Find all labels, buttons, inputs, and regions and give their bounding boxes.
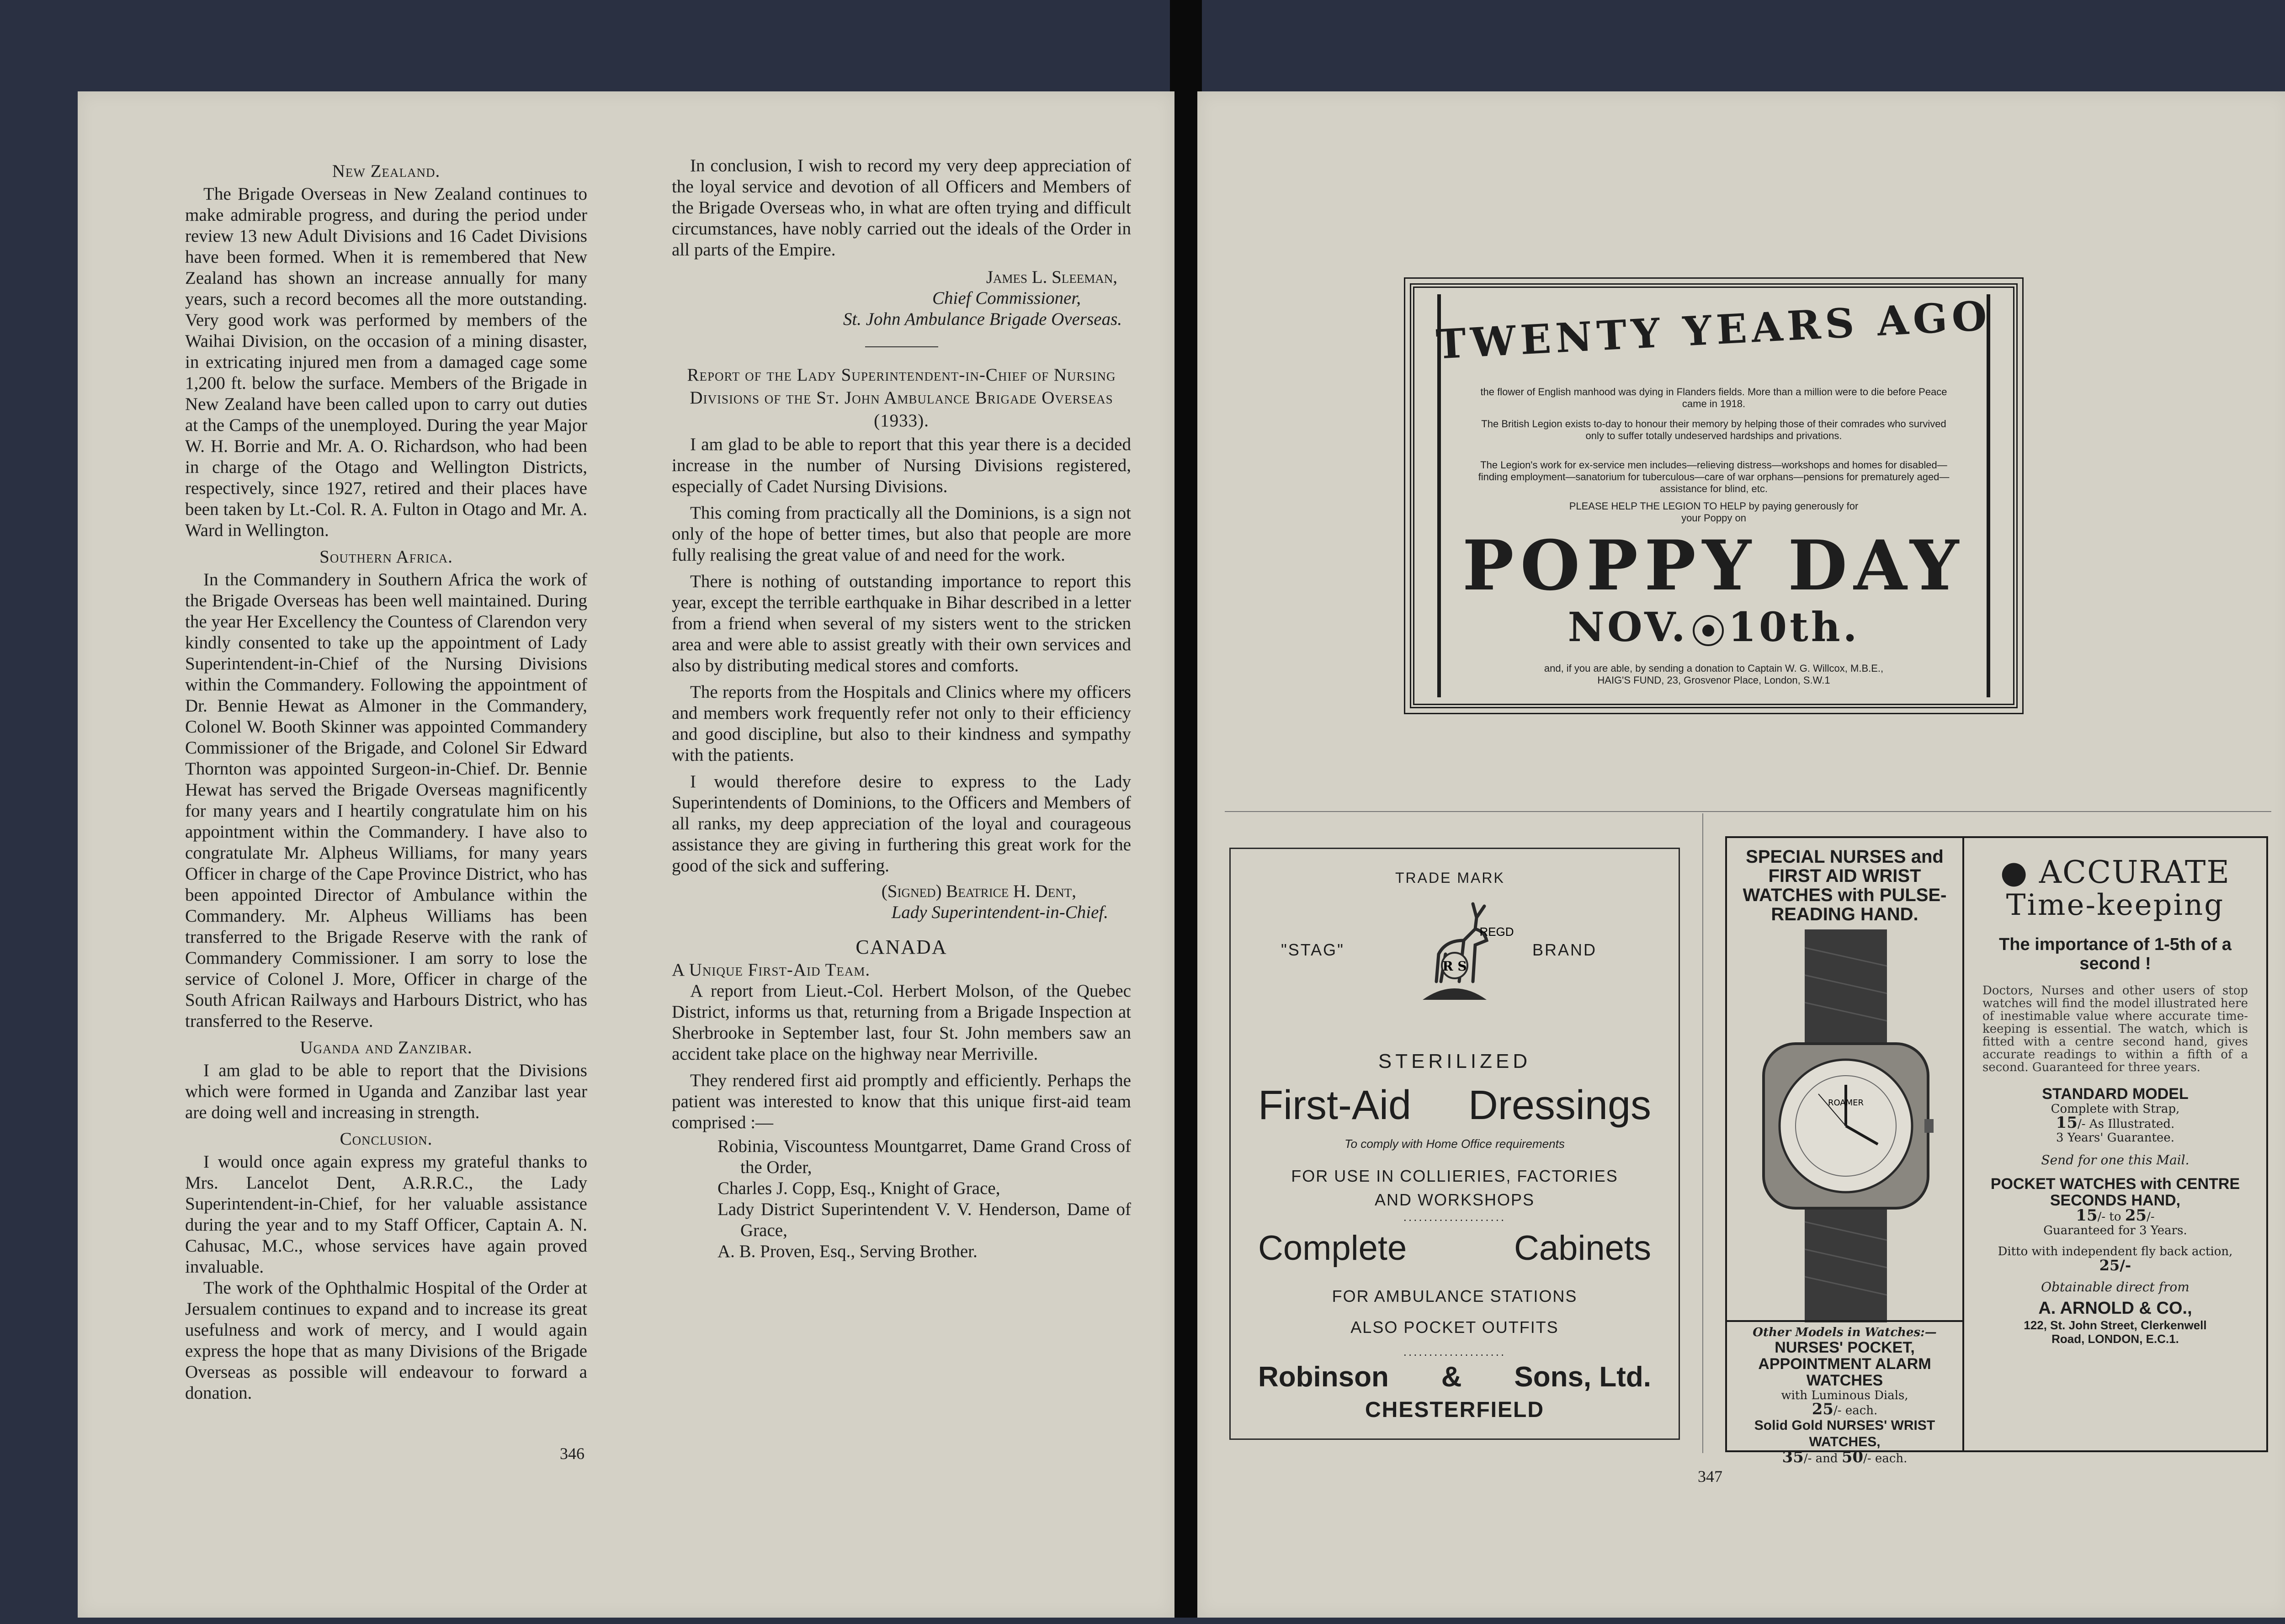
price-unit: /- to bbox=[2097, 1210, 2121, 1224]
price-unit: /- bbox=[2147, 1210, 2155, 1224]
stations-line-1: FOR AMBULANCE STATIONS bbox=[1332, 1287, 1578, 1306]
list-item: Robinia, Viscountess Mountgarret, Dame Grand Cross of the Order, bbox=[717, 1136, 1131, 1177]
ditto-flyback bbox=[1992, 1245, 2239, 1274]
ampersand: & bbox=[1441, 1361, 1462, 1393]
robinson-word: Robinson bbox=[1258, 1361, 1389, 1393]
signature-dent-title: Lady Superintendent-in-Chief. bbox=[891, 902, 1108, 922]
heading-uganda-zanzibar: Uganda and Zanzibar. bbox=[300, 1038, 473, 1057]
watch-left-panel bbox=[1727, 838, 1964, 1466]
stag-label: "STAG" bbox=[1281, 940, 1344, 959]
advert-divider-vertical bbox=[1702, 813, 1703, 1453]
paragraph-new-zealand: The Brigade Overseas in New Zealand continues to make admirable progress, and during the period under review 13 new Adult Divisions and 16 Cadet Divisions have been formed. When it is remembered that New Zealand has shown an increase annually for many years, such a record becomes all the more outstanding. Very good work was performed by members of the Waihai Division, on the occasion of a mining disaster, in extricating injured men from a damaged cage some 1,200 ft. below the surface. Members of the Brigade in New Zealand have been called upon to carry out duties at the Camps of the unemployed. During the year Major W. H. Borrie and Mr. A. O. Richardson, who had been in charge of the Otago and Wellington Districts, respectively, since 1927, retired and their places have been taken by Lt.-Col. R. A. Fulton in Otago and Mr. A. Ward in Wellington. bbox=[185, 184, 587, 540]
guarantee-pocket: Guaranteed for 3 Years. bbox=[2043, 1224, 2187, 1237]
signature-dent: (Signed) Beatrice H. Dent, bbox=[881, 881, 1076, 901]
poppy-date-month: NOV. bbox=[1568, 603, 1688, 651]
paragraph-southern-africa: In the Commandery in Southern Africa the work of the Brigade Overseas has been well maintained. During the year Her Excellency the Countess of Clarendon very kindly consented to take up the appointment of Lady Superintendent-in-Chief of the Nursing Divisions within the Commandery. Following the appointment of Dr. Bennie Hewat as Almoner in the Commandery, Colonel W. Booth Skinner was appointed Commandery Commissioner of the Brigade, and Colonel Sir Edward Thornton was appointed Surgeon-in-Chief. Dr. Bennie Hewat has served the Brigade Overseas magnificently for many years and I heartily congratulate him on his appointment within the Commandery. I have also to congratulate Mr. Alpheus Williams, for many years Officer in charge of the Cape Province District, who has been appointed Director of Ambulance within the Commandery. Mr. Alpheus Williams has been transferred to the Brigade Reserve with the rank of Commandery Commissioner. I am sorry to lose the service of Colonel J. More, Officer in charge of the South African Railways and Harbours District, who has transferred to the Reserve. bbox=[185, 570, 587, 1031]
solid-gold-watches: Solid Gold NURSES' WRIST WATCHES, bbox=[1754, 1418, 1935, 1449]
brand-label: BRAND bbox=[1532, 940, 1597, 959]
section-divider bbox=[865, 346, 938, 347]
advert-divider-horizontal bbox=[1225, 811, 2271, 812]
list-item: Charles J. Copp, Esq., Knight of Grace, bbox=[717, 1178, 1000, 1198]
paragraph-report-2: This coming from practically all the Dominions, is a sign not only of the hope of better times, but also that people are more fully realising the great value of and need for the work. bbox=[672, 503, 1131, 565]
list-item: Lady District Superintendent V. V. Henderson, Dame of Grace, bbox=[717, 1199, 1131, 1240]
use-in-collieries bbox=[1263, 1164, 1647, 1212]
sons-ltd-word: Sons, Ltd. bbox=[1514, 1361, 1651, 1393]
left-page bbox=[78, 91, 1174, 1618]
home-office-note: To comply with Home Office requirements bbox=[1344, 1137, 1565, 1151]
obtainable-direct: Obtainable direct from bbox=[2041, 1279, 2189, 1295]
heading-southern-africa: Southern Africa. bbox=[319, 547, 453, 567]
paragraph-report-5: I would therefore desire to express to the Lady Superintendents of Dominions, to the Officers and Members of all ranks, my deep appreciation of the loyal and courageous assistance they are giving in furthering this great work for the good of the sick and suffering. bbox=[672, 772, 1131, 876]
send-for-one: Send for one this Mail. bbox=[2041, 1152, 2189, 1168]
team-list bbox=[672, 1136, 1131, 1262]
price-standard bbox=[1964, 1116, 2266, 1131]
paragraph-uganda-zanzibar: I am glad to be able to report that the Divisions which were formed in Uganda and Zanzibar last year are doing well and increasing in strength. bbox=[185, 1061, 587, 1122]
guarantee-standard: 3 Years' Guarantee. bbox=[2056, 1131, 2174, 1145]
price-solid-gold bbox=[1727, 1450, 1962, 1465]
nurses-watch-heading: SPECIAL NURSES and FIRST AID WRIST WATCHES with PULSE-READING HAND. bbox=[1743, 847, 1947, 924]
cabinets-word: Cabinets bbox=[1514, 1229, 1651, 1268]
paragraph-report-4: The reports from the Hospitals and Clinics where my officers and members work frequently refer not only to their efficiency and good discipline, but also to their kindness and sympathy with the patients. bbox=[672, 682, 1131, 765]
paragraph-canada-1: A report from Lieut.-Col. Herbert Molson, of the Quebec District, informs us that, returning from a Brigade Inspection at Sherbrooke in September last, four St. John members saw an accident take place on the highway near Merriville. bbox=[672, 981, 1131, 1064]
right-column bbox=[672, 155, 1131, 1262]
page-number-right: 347 bbox=[1698, 1467, 1722, 1486]
importance-line: The importance of 1-5th of a second ! bbox=[1999, 935, 2232, 973]
price-pocket bbox=[1964, 1206, 2266, 1225]
poppy-day-advert bbox=[1410, 283, 2018, 708]
standard-model-heading: STANDARD MODEL bbox=[2042, 1085, 2189, 1103]
bottom-band bbox=[0, 1618, 2285, 1624]
heading-canada: CANADA bbox=[856, 936, 947, 958]
list-item: A. B. Proven, Esq., Serving Brother. bbox=[717, 1242, 978, 1261]
heading-report: Report of the Lady Superintendent-in-Chief of Nursing Divisions of the St. John Ambulance Brigade Overseas (1933). bbox=[687, 365, 1116, 430]
regd-label: REGD bbox=[1479, 925, 1514, 939]
price-luminous bbox=[1727, 1402, 1962, 1417]
complete-cabinets-heading bbox=[1258, 1228, 1651, 1268]
accurate-heading: ● ACCURATE bbox=[2000, 854, 2230, 891]
luminous-dials: with Luminous Dials, bbox=[1781, 1389, 1908, 1402]
price-value: 50 bbox=[1841, 1448, 1864, 1466]
dotted-separator: .................... bbox=[1403, 1345, 1506, 1359]
complete-with-strap: Complete with Strap, bbox=[2051, 1102, 2180, 1116]
other-models-section bbox=[1727, 1320, 1962, 1465]
page-number-left: 346 bbox=[560, 1444, 585, 1463]
robinson-sons-name bbox=[1258, 1361, 1651, 1393]
poppy-paragraph-5: and, if you are able, by sending a donation to Captain W. G. Willcox, M.B.E., HAIG'S FUND, 23, Grosvenor Place, London, S.W.1 bbox=[1544, 663, 1884, 686]
price-value: 15 bbox=[2076, 1206, 2098, 1225]
watch-advert bbox=[1725, 836, 2268, 1466]
stag-brand-advert bbox=[1229, 848, 1680, 1440]
poppy-paragraph-2: The British Legion exists to-day to honour their memory by helping those of their comrades who survived only to suffer totally undeserved hardships and privations. bbox=[1481, 418, 1946, 441]
pocket-watches-heading: POCKET WATCHES with CENTRE SECONDS HAND, bbox=[1990, 1175, 2240, 1209]
use-line-1: FOR USE IN COLLIERIES, FACTORIES bbox=[1291, 1167, 1618, 1185]
dotted-separator: .................... bbox=[1403, 1210, 1506, 1224]
arnold-address: 122, St. John Street, Clerkenwell Road, LONDON, E.C.1. bbox=[2024, 1318, 2207, 1346]
watch-right-panel bbox=[1964, 838, 2266, 1450]
poppy-paragraph-4: PLEASE HELP THE LEGION TO HELP by paying generously for your Poppy on bbox=[1569, 500, 1859, 524]
logo-letters: R S bbox=[1442, 959, 1467, 974]
price-value: 15 bbox=[2056, 1114, 2078, 1132]
poppy-day-heading: POPPY DAY bbox=[1462, 525, 1966, 606]
signature-title-2: St. John Ambulance Brigade Overseas. bbox=[843, 309, 1122, 329]
heading-conclusion: Conclusion. bbox=[340, 1129, 433, 1149]
price-unit: /- As Illustrated. bbox=[2078, 1117, 2175, 1131]
price-value: 25 bbox=[1812, 1400, 1834, 1418]
poppy-paragraph-1: the flower of English manhood was dying in Flanders fields. More than a million were to die before Peace came in 1918. bbox=[1480, 386, 1947, 409]
price-value: 25 bbox=[2125, 1206, 2147, 1225]
paragraph-conclusion-1: I would once again express my grateful thanks to Mrs. Lancelot Dent, A.R.R.C., the Lady Superintendent-in-Chief, for her valuable assistance during the year and to my Staff Officer, Captain A. N. Cahusac, M.C., whose services have again proved invaluable. bbox=[185, 1152, 587, 1277]
left-column bbox=[185, 155, 587, 1404]
price-unit: /- each. bbox=[1833, 1404, 1878, 1417]
watch-description: Doctors, Nurses and other users of stop watches will find the model illustrated here of inestimable value where accurate time-keeping is essential. The watch, which is fitted with a centre second hand, gives accurate readings to within a fifth of a second. Guaranteed for three years. bbox=[1982, 984, 2248, 1074]
price-value: 35 bbox=[1782, 1448, 1804, 1466]
wrist-watch-icon bbox=[1750, 929, 1942, 1322]
poppy-date bbox=[1414, 603, 2013, 651]
complete-word: Complete bbox=[1258, 1229, 1407, 1268]
paragraph-canada-2: They rendered first aid promptly and efficiently. Perhaps the patient was interested to know that this unique first-aid team comprised :— bbox=[672, 1071, 1131, 1132]
heading-unique-team: A Unique First-Aid Team. bbox=[672, 960, 871, 980]
signature-name: James L. Sleeman, bbox=[986, 267, 1117, 287]
heading-new-zealand: New Zealand. bbox=[332, 161, 441, 181]
arnold-company: A. ARNOLD & CO., bbox=[2038, 1299, 2192, 1318]
paragraph-conclusion-2: The work of the Ophthalmic Hospital of the Order at Jersualem continues to expand and to increase its great usefulness and work of mercy, and I would again express the hope that as many Divisions of the Brigade Overseas as possible will endeavour to forward a donation. bbox=[185, 1278, 587, 1403]
paragraph-report-3: There is nothing of outstanding importance to report this year, except the terrible earthquake in Bihar described in a letter from a friend when several of my sisters went to the stricken area and were able to assist greatly with their own services and also by distributing medical stores and comforts. bbox=[672, 572, 1131, 675]
poppy-date-day: 10th. bbox=[1728, 603, 1860, 651]
nurses-pocket-watches: NURSES' POCKET, APPOINTMENT ALARM WATCHES bbox=[1758, 1339, 1931, 1389]
ditto-text: Ditto with independent fly back action, bbox=[1998, 1245, 2233, 1258]
dressings-word: Dressings bbox=[1468, 1083, 1651, 1128]
use-line-2: AND WORKSHOPS bbox=[1374, 1190, 1535, 1209]
stag-logo-icon bbox=[1395, 886, 1514, 1004]
poppy-flower-icon bbox=[1693, 615, 1724, 646]
price-unit: /- each. bbox=[1863, 1452, 1908, 1465]
sterilized-label: STERILIZED bbox=[1378, 1050, 1531, 1072]
other-models-label: Other Models in Watches:— bbox=[1753, 1326, 1937, 1339]
stations-line-2: ALSO POCKET OUTFITS bbox=[1350, 1318, 1559, 1337]
price-value: 25/- bbox=[2099, 1257, 2131, 1274]
paragraph-report-1: I am glad to be able to report that this year there is a decided increase in the number of Nursing Divisions registered, especially of Cadet Nursing Divisions. bbox=[672, 435, 1131, 496]
first-aid-word: First-Aid bbox=[1258, 1083, 1411, 1128]
poppy-paragraph-3: The Legion's work for ex-service men includes—relieving distress—workshops and homes for disabled—finding employment—sanatorium for tuberculous—care of war orphans—pensions for prematurely aged—assistance for blind, etc. bbox=[1478, 459, 1950, 494]
timekeeping-heading: Time-keeping bbox=[2006, 888, 2225, 922]
dial-brand: ROAMER bbox=[1828, 1098, 1864, 1108]
chesterfield-label: CHESTERFIELD bbox=[1365, 1398, 1544, 1422]
first-aid-dressings-heading bbox=[1258, 1082, 1651, 1129]
ambulance-stations bbox=[1231, 1281, 1679, 1343]
paragraph-intro: In conclusion, I wish to record my very deep appreciation of the loyal service and devotion of all Officers and Members of the Brigade Overseas who, in what are often trying and difficult circumstances, have nobly carried out the ideals of the Order in all parts of the Empire. bbox=[672, 156, 1131, 260]
price-unit: /- and bbox=[1803, 1452, 1838, 1465]
trade-mark-label: TRADE MARK bbox=[1395, 870, 1505, 886]
twenty-years-ago-title: TWENTY YEARS AGO bbox=[1435, 292, 1993, 368]
signature-title-1: Chief Commissioner, bbox=[932, 288, 1081, 308]
